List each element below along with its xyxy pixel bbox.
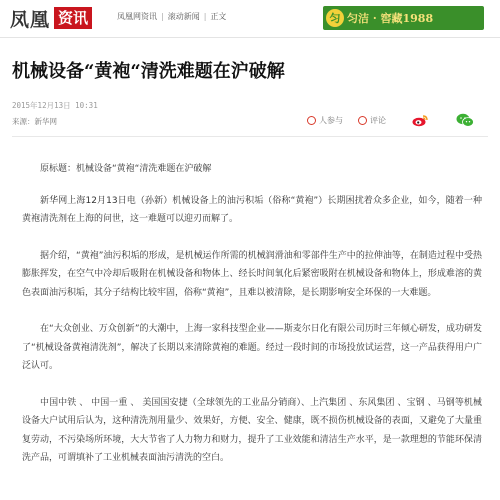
top-bar [0, 0, 500, 38]
comment-link[interactable] [358, 112, 386, 128]
site-logo[interactable] [10, 5, 92, 31]
source-value[interactable]: 新华网 [34, 117, 57, 126]
breadcrumb-news-link[interactable]: 滚动新闻 [167, 12, 200, 21]
article-date: 2015年12月13日 10:31 [12, 101, 98, 110]
article-source [12, 116, 57, 127]
ad-badge-icon: 匀 [326, 9, 344, 27]
article-paragraph: 在“大众创业、万众创新”的大潮中，上海一家科技型企业——斯麦尔日化有限公司历时三年倾心研发，成功研发了“机械设备黄袍清洗剂”，解决了长期以来清除黄袍的难题。经过一段时间的市场投放试运营，这一产品获得用户广泛认可。 [22, 324, 482, 371]
people-icon [307, 116, 316, 125]
weibo-icon [412, 114, 429, 127]
article-title: 机械设备“黄袍“清洗难题在沪破解 [12, 61, 285, 82]
article-paragraph: 新华网上海12月13日电（孙新）机械设备上的油污积垢（俗称“黄袍”）长期困扰着众多企业，如今，随着一种黄袍清洗剂在上海的问世，这一难题可以迎刃而解了。 [22, 195, 482, 224]
source-label: 来源： [12, 117, 35, 126]
breadcrumb-home-link[interactable]: 凤凰网资讯 [117, 12, 157, 21]
article-body [22, 160, 482, 486]
weibo-share-button[interactable] [412, 112, 429, 128]
comment-icon [358, 116, 367, 125]
breadcrumb-separator: | [161, 12, 164, 21]
article-paragraph: 原标题：机械设备“黄袍“清洗难题在沪破解 [40, 164, 212, 174]
breadcrumb-separator: | [203, 12, 207, 21]
logo-sub-text: 资讯 [54, 7, 92, 29]
ad-text: 匀洁 · 窖藏1988 [347, 12, 434, 25]
wechat-icon [456, 113, 474, 127]
wechat-share-button[interactable] [456, 112, 474, 128]
participants-link[interactable] [307, 112, 343, 128]
comment-label: 评论 [370, 115, 386, 125]
ad-banner[interactable] [323, 6, 484, 30]
logo-main-text: 凤凰 [10, 8, 51, 31]
breadcrumb [117, 11, 226, 22]
header-divider [12, 136, 488, 137]
participants-label: 人参与 [319, 115, 343, 125]
article-paragraph: 据介绍，“黄袍”油污积垢的形成，是机械运作所需的机械润滑油和零部件生产中的拉伸油等，在制造过程中受热膨胀挥发，在空气中冷却后吸附在机械设备和物体上、经长时间氧化后紧密吸附在机械设备和物体上，形成难溶的黄色表面油污积垢，其分子结构比较牢固，俗称“黄袍”，且难以被清除，是长期影响安全环保的一大难题。 [22, 250, 482, 298]
breadcrumb-current: 正文 [210, 12, 227, 21]
article-paragraph: 中国中铁 、 中国一重 、 美国国安捷（全球领先的工业品分销商）、上汽集团 、东风集团 、宝钢 、马钢等机械设备大户试用后认为，这种清洗剂用量少、效果好，方便、安全、健康，既不损伤机械设备的表面，又避免了大量重复劳动，不污染场所环境，大大节省了人力物力和财力，提升了工业效能和清洁生产水平，是一款理想的节能环保清洗产品，可谓填补了工业机械表面油污清洗的空白。 [22, 397, 482, 463]
